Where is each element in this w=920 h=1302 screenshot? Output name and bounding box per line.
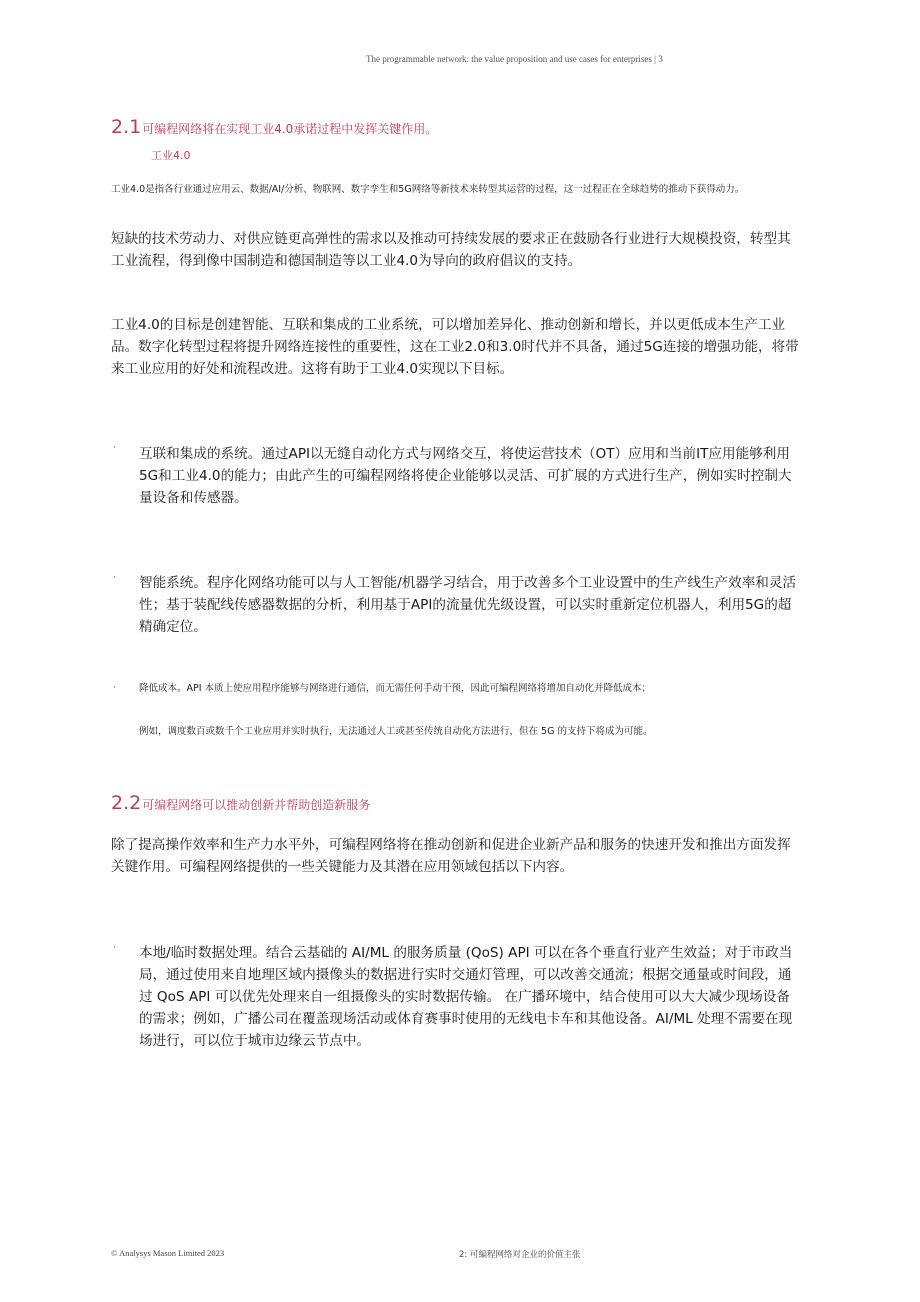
section-2-2-heading xyxy=(111,792,370,814)
paragraph-drivers: 短缺的技术劳动力、对供应链更高弹性的需求以及推动可持续发展的要求正在鼓励各行业进行大规模投资，转型其工业流程，得到像中国制造和德国制造等以工业4.0为导向的政府倡议的支持。 xyxy=(111,231,791,269)
footer-copyright: © Analysys Mason Limited 2023 xyxy=(111,1248,225,1258)
paragraph-goals: 工业4.0的目标是创建智能、互联和集成的工业系统，可以增加差异化、推动创新和增长，并以更低成本生产工业品。数字化转型过程将提升网络连接性的重要性，这在工业2.0和3.0时代并不具备，通过5G连接的增强功能，将带来工业应用的好处和流程改进。这将有助于工业4.0实现以下目标。 xyxy=(111,317,799,377)
running-header: The programmable network: the value proposition and use cases for enterprises | 3 xyxy=(366,54,663,64)
section-2-2-title: 可编程网络可以推动创新并帮助创造新服务 xyxy=(142,798,371,812)
bullet-marker: · xyxy=(113,943,116,953)
bullet-cost-reduction: 降低成本。API 本质上使应用程序能够与网络进行通信，而无需任何手动干预，因此可编程网络将增加自动化并降低成本； xyxy=(139,683,652,694)
subheading-industry-4: 工业4.0 xyxy=(151,149,191,162)
footer-chapter: 2: 可编程网络对企业的价值主张 xyxy=(459,1250,581,1260)
paragraph-innovation: 除了提高操作效率和生产力水平外，可编程网络将在推动创新和促进企业新产品和服务的快速开发和推出方面发挥关键作用。可编程网络提供的一些关键能力及其潜在应用领域包括以下内容。 xyxy=(111,837,791,875)
bullet-local-data-processing: 本地/临时数据处理。结合云基础的 AI/ML 的服务质量 (QoS) API 可以在各个垂直行业产生效益；对于市政当局，通过使用来自地理区域内摄像头的数据进行实时交通灯管理，可以改善交通流；根据交通量或时间段，通过 QoS API 可以优先处理来自一组摄像头的实时数据传输。 在广播环境中，结合使用可以大大减少现场设备的需求；例如，广播公司在覆盖现场活动或体育赛事时使用的无线电卡车和其他设备。AI/ML 处理不需要在现场进行，可以位于城市边缘云节点中。 xyxy=(139,945,793,1049)
bullet-cost-reduction-continuation: 例如，调度数百或数千个工业应用并实时执行，无法通过人工或甚至传统自动化方法进行，但在 5G 的支持下将成为可能。 xyxy=(139,726,653,737)
section-2-1-heading xyxy=(111,116,437,138)
section-2-1-number: 2.1 xyxy=(111,116,142,138)
definition-text: 工业4.0是指各行业通过应用云、数据/AI/分析、物联网、数字孪生和5G网络等新技术来转型其运营的过程，这一过程正在全球趋势的推动下获得动力。 xyxy=(111,184,745,195)
bullet-smart-systems: 智能系统。程序化网络功能可以与人工智能/机器学习结合，用于改善多个工业设置中的生产线生产效率和灵活性；基于装配线传感器数据的分析，利用基于API的流量优先级设置，可以实时重新定位机器人，利用5G的超精确定位。 xyxy=(139,575,797,635)
bullet-connected-systems: 互联和集成的系统。通过API以无缝自动化方式与网络交互，将使运营技术（OT）应用和当前IT应用能够利用5G和工业4.0的能力；由此产生的可编程网络将使企业能够以灵活、可扩展的方式进行生产，例如实时控制大量设备和传感器。 xyxy=(139,446,792,506)
section-2-2-number: 2.2 xyxy=(111,792,142,814)
section-2-1-title: 可编程网络将在实现工业4.0承诺过程中发挥关键作用。 xyxy=(142,122,438,136)
bullet-marker: · xyxy=(113,443,116,453)
bullet-marker: · xyxy=(113,573,116,583)
bullet-marker: · xyxy=(113,683,116,693)
